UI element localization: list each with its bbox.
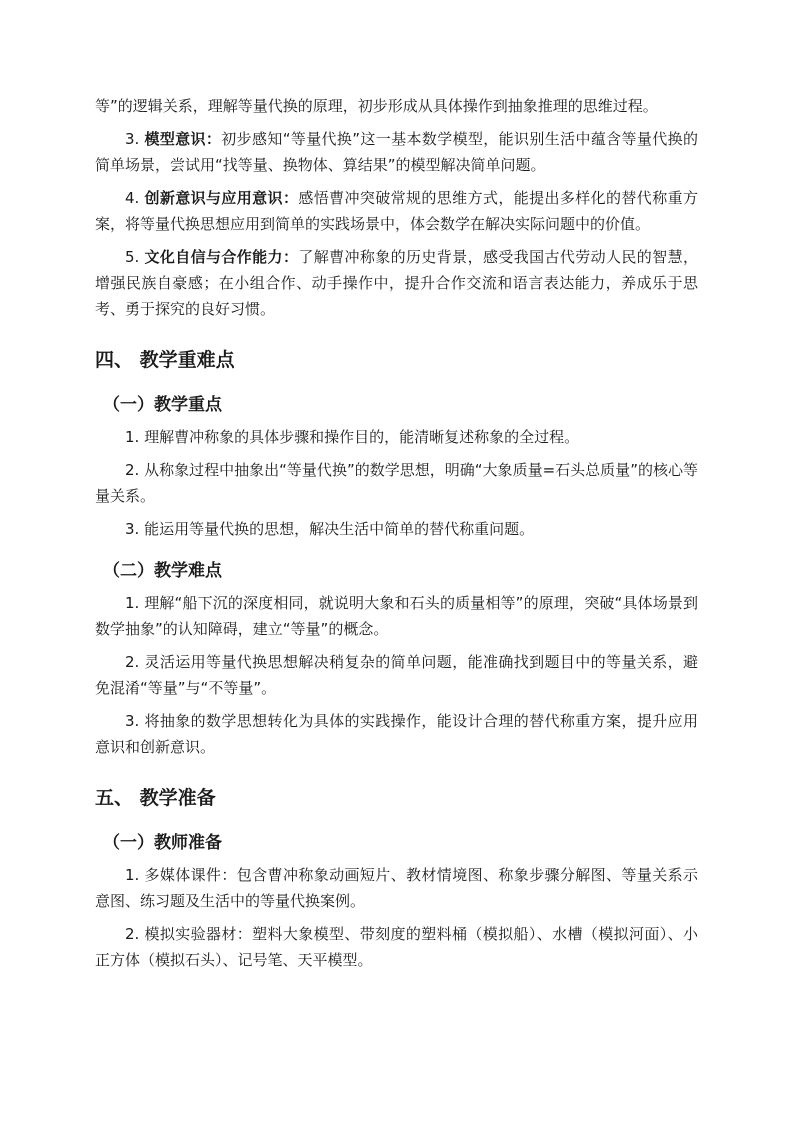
intro-paragraph-tail: 等”的逻辑关系，理解等量代换的原理，初步形成从具体操作到抽象推理的思维过程。 — [95, 97, 658, 115]
subsection-heading-key-points: （一）教学重点 — [103, 395, 222, 415]
subsection-heading-teacher-prep: （一）教师准备 — [103, 833, 222, 853]
teacher-prep-item: 2. 模拟实验器材：塑料大象模型、带刻度的塑料桶（模拟船）、水槽（模拟河面）、小正方体（模拟石头）、记号笔、天平模型。 — [95, 925, 698, 969]
goal-item-4 — [95, 185, 698, 237]
key-point-item: 3. 能运用等量代换的思想，解决生活中简单的替代称重问题。 — [125, 520, 535, 538]
subsection-heading-difficulties: （二）教学难点 — [103, 561, 222, 581]
goal-text: 感悟曹冲突破常规的思维方式，能提出多样化的替代称重方案，将等量代换思想应用到简单的实践场景中，体会数学在解决实际问题中的价值。 — [95, 189, 698, 233]
goal-number: 4. — [125, 189, 145, 207]
goal-item-3 — [95, 126, 698, 178]
goal-label: 创新意识与应用意识： — [144, 189, 299, 207]
goal-text: 初步感知“等量代换”这一基本数学模型，能识别生活中蕴含等量代换的简单场景，尝试用“找等量、换物体、算结果”的模型解决简单问题。 — [95, 130, 698, 174]
goal-number: 5. — [125, 248, 145, 266]
difficulty-item: 1. 理解“船下沉的深度相同，就说明大象和石头的质量相等”的原理，突破“具体场景到数学抽象”的认知障碍，建立“等量”的概念。 — [95, 594, 698, 638]
goal-text: 了解曹冲称象的历史背景，感受我国古代劳动人民的智慧，增强民族自豪感；在小组合作、动手操作中，提升合作交流和语言表达能力，养成乐于思考、勇于探究的良好习惯。 — [95, 248, 698, 318]
section-heading-5: 五、 教学准备 — [95, 787, 216, 809]
goal-item-5 — [95, 244, 698, 322]
teacher-prep-item: 1. 多媒体课件：包含曹冲称象动画短片、教材情境图、称象步骤分解图、等量关系示意图、练习题及生活中的等量代换案例。 — [95, 866, 698, 910]
key-point-item: 1. 理解曹冲称象的具体步骤和操作目的，能清晰复述称象的全过程。 — [125, 428, 580, 446]
difficulty-item: 2. 灵活运用等量代换思想解决稍复杂的简单问题，能准确找到题目中的等量关系，避免混淆“等量”与“不等量”。 — [95, 653, 698, 697]
goal-label: 模型意识： — [144, 130, 222, 148]
document-page — [95, 93, 698, 980]
goal-label: 文化自信与合作能力： — [144, 248, 299, 266]
section-heading-4: 四、 教学重难点 — [95, 349, 235, 371]
key-point-item: 2. 从称象过程中抽象出“等量代换”的数学思想，明确“大象质量=石头总质量”的核心等量关系。 — [95, 461, 698, 505]
goal-number: 3. — [125, 130, 145, 148]
difficulty-item: 3. 将抽象的数学思想转化为具体的实践操作，能设计合理的替代称重方案，提升应用意识和创新意识。 — [95, 712, 698, 756]
